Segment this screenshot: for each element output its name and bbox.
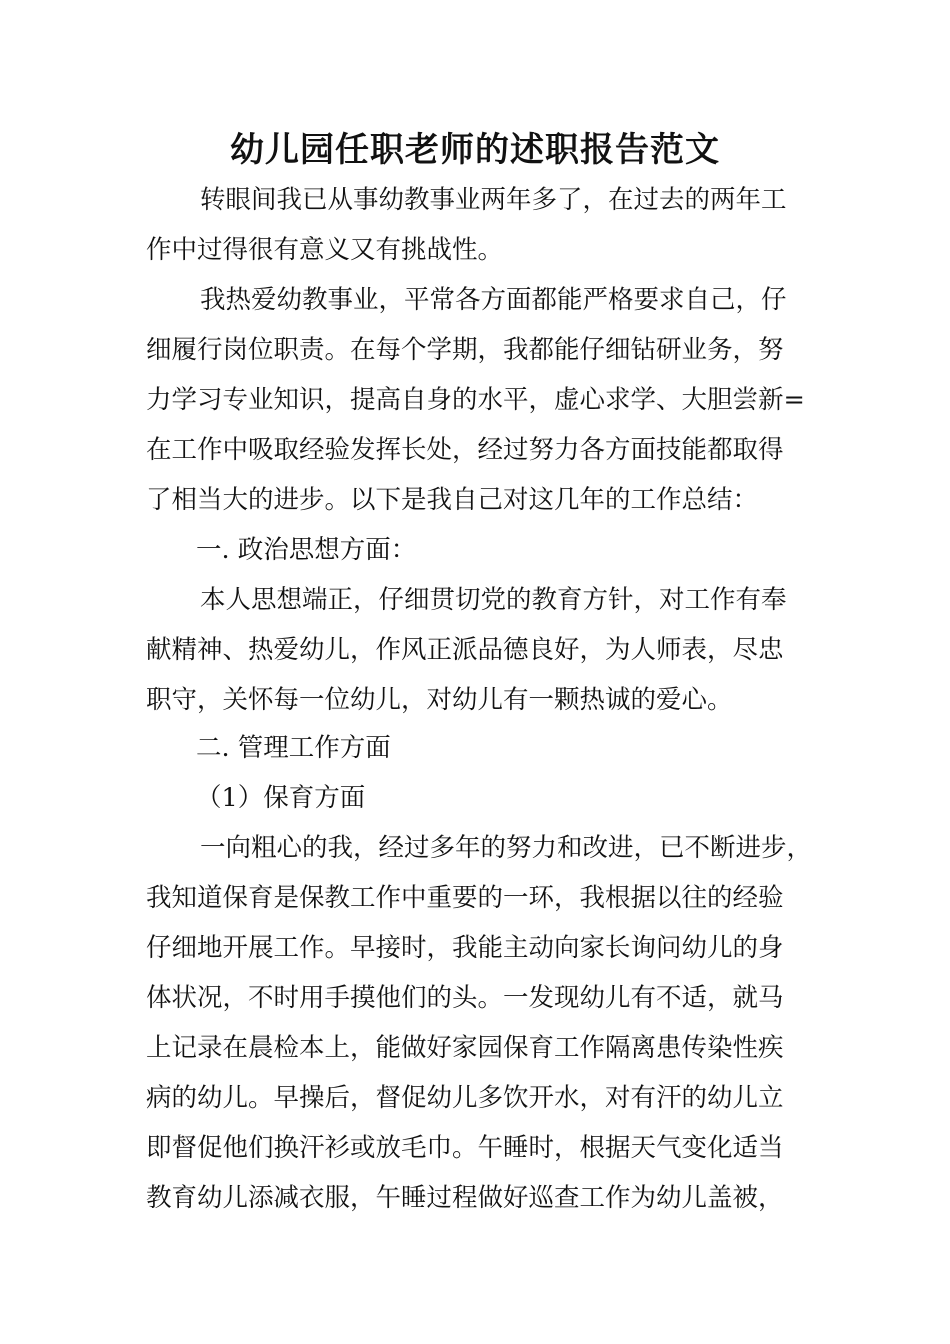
paragraph-4-line-4: 体状况，不时用手摸他们的头。一发现幼儿有不适，就马 xyxy=(146,983,784,1013)
paragraph-4-line-5: 上记录在晨检本上，能做好家园保育工作隔离患传染性疾 xyxy=(146,1033,784,1063)
paragraph-1-line-2: 作中过得很有意义又有挑战性。 xyxy=(146,235,504,265)
paragraph-4-line-3: 仔细地开展工作。早接时，我能主动向家长询问幼儿的身 xyxy=(146,933,784,963)
paragraph-3-line-3: 职守，关怀每一位幼儿，对幼儿有一颗热诚的爱心。 xyxy=(146,685,733,715)
paragraph-4-line-1: 一向粗心的我，经过多年的努力和改进，已不断进步， xyxy=(200,833,813,863)
paragraph-2-line-3: 力学习专业知识，提高自身的水平，虚心求学、大胆尝新= xyxy=(146,385,805,415)
section-heading-management: 二. 管理工作方面 xyxy=(196,733,391,763)
paragraph-2-line-2: 细履行岗位职责。在每个学期，我都能仔细钻研业务，努 xyxy=(146,335,784,365)
paragraph-4-line-8: 教育幼儿添减衣服，午睡过程做好巡查工作为幼儿盖被， xyxy=(146,1183,784,1213)
paragraph-4-line-6: 病的幼儿。早操后，督促幼儿多饮开水，对有汗的幼儿立 xyxy=(146,1083,784,1113)
paragraph-3-line-2: 献精神、热爱幼儿，作风正派品德良好，为人师表，尽忠 xyxy=(146,635,784,665)
document-title: 幼儿园任职老师的述职报告范文 xyxy=(230,130,720,170)
paragraph-4-line-7: 即督促他们换汗衫或放毛巾。午睡时，根据天气变化适当 xyxy=(146,1133,784,1163)
paragraph-4-line-2: 我知道保育是保教工作中重要的一环，我根据以往的经验 xyxy=(146,883,784,913)
paragraph-2-line-4: 在工作中吸取经验发挥长处，经过努力各方面技能都取得 xyxy=(146,435,784,465)
paragraph-2-line-5: 了相当大的进步。以下是我自己对这几年的工作总结： xyxy=(146,485,759,515)
paragraph-3-line-1: 本人思想端正，仔细贯切党的教育方针，对工作有奉 xyxy=(200,585,787,615)
subsection-heading-care: （1）保育方面 xyxy=(196,783,366,813)
section-heading-politics: 一. 政治思想方面： xyxy=(196,535,417,565)
paragraph-1-line-1: 转眼间我已从事幼教事业两年多了，在过去的两年工 xyxy=(200,185,787,215)
paragraph-2-line-1: 我热爱幼教事业，平常各方面都能严格要求自己，仔 xyxy=(200,285,787,315)
